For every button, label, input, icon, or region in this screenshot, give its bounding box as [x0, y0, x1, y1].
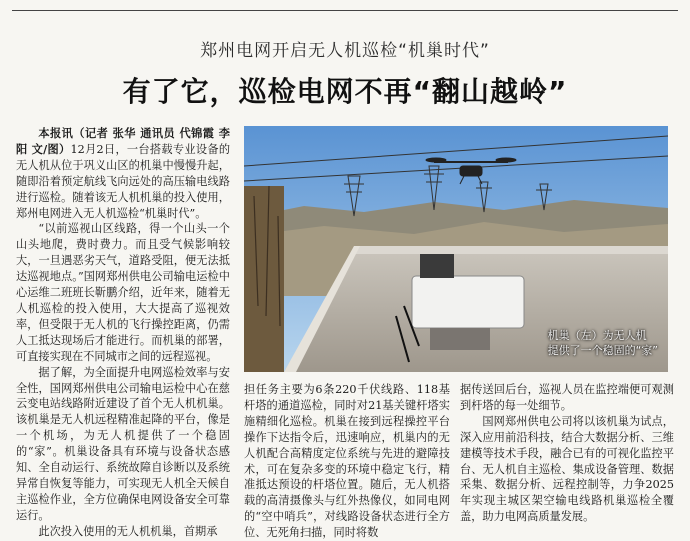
photo-caption	[548, 328, 658, 358]
drone-nest-photo	[244, 126, 668, 372]
text-column-1	[16, 126, 230, 540]
lead-text: 12月2日，一台搭载专业设备的无人机从位于巩义山区的机巢中慢慢升起，随即沿着预定航线飞向远处的高压输电线路进行巡检。随着该无人机机巢的投入使用，郑州电网进入无人机巡检“机巢时代”。	[16, 142, 231, 220]
paragraph: 据了解，为全面提升电网巡检效率与安全性，国网郑州供电公司输电运检中心在慈云变电站线路附近建设了首个无人机机巢。该机巢是无人机远程精准起降的平台，像是一个机场，为无人机提供了一个稳固的“家”。机巢设备具有环境与设备状态感知、全自动运行、系统故障自诊断以及系统异常自恢复等能力，可实现无人机全天候自主巡检作业，全方位确保电网设备安全可靠运行。	[16, 365, 230, 522]
caption-line-1: 机巢（左）为无人机	[547, 329, 647, 342]
caption-line-2: 提供了一个稳固的“家”	[547, 344, 658, 357]
text-column-2	[244, 382, 450, 541]
byline: 本报讯（记者 张华 通讯员 代锦霞 李阳 文/图）	[16, 126, 230, 156]
article-subtitle: 郑州电网开启无人机巡检“机巢时代”	[200, 41, 490, 61]
paragraph: “以前巡视山区线路，得一个山头一个山头地爬，费时费力。而且受气候影响较大，一旦遇恶劣天气，道路受阻，便无法抵达巡视地点。”国网郑州供电公司输电运检中心运维二班班长靳鹏介绍，近年来，随着无人机巡检的投入使用，大大提高了巡视效率，但受限于无人机的飞行操控距离，仍需人工抵达现场后才能进行。而机巢的部署，可直接实现在不同城市之间的远程巡视。	[16, 222, 230, 363]
paragraph: 国网郑州供电公司将以该机巢为试点，深入应用前沿科技，结合大数据分析、三维建模等技术手段，融合已有的可视化监控平台、无人机自主巡检、集成设备管理、数据采集、数据分析、远程控制等，力争2025年实现主城区架空输电线路机巢巡检全覆盖，助力电网高质量发展。	[460, 414, 674, 524]
paragraph-lead	[16, 126, 230, 221]
text-column-3	[460, 382, 674, 525]
paragraph: 担任务主要为6条220千伏线路、118基杆塔的通道巡检，同时对21基关键杆塔实施精细化巡检。机巢在接到远程操控平台操作下达指令后，迅速响应，机巢内的无人机配合高精度定位系统与先进的避障技术，可在复杂多变的环境中稳定飞行，精准抵达预设的杆塔位置。随后，无人机搭载的高清摄像头与红外热像仪，如同电网的“空中哨兵”，对线路设备状态进行全方位、无死角扫描，同时将数	[244, 383, 450, 540]
article-headline: 有了它，巡检电网不再“翻山越岭”	[122, 75, 568, 108]
top-rule	[12, 10, 678, 11]
paragraph: 此次投入使用的无人机机巢，首期承	[38, 524, 218, 538]
paragraph: 据传送回后台，巡视人员在监控端便可观测到杆塔的每一处细节。	[460, 383, 674, 412]
